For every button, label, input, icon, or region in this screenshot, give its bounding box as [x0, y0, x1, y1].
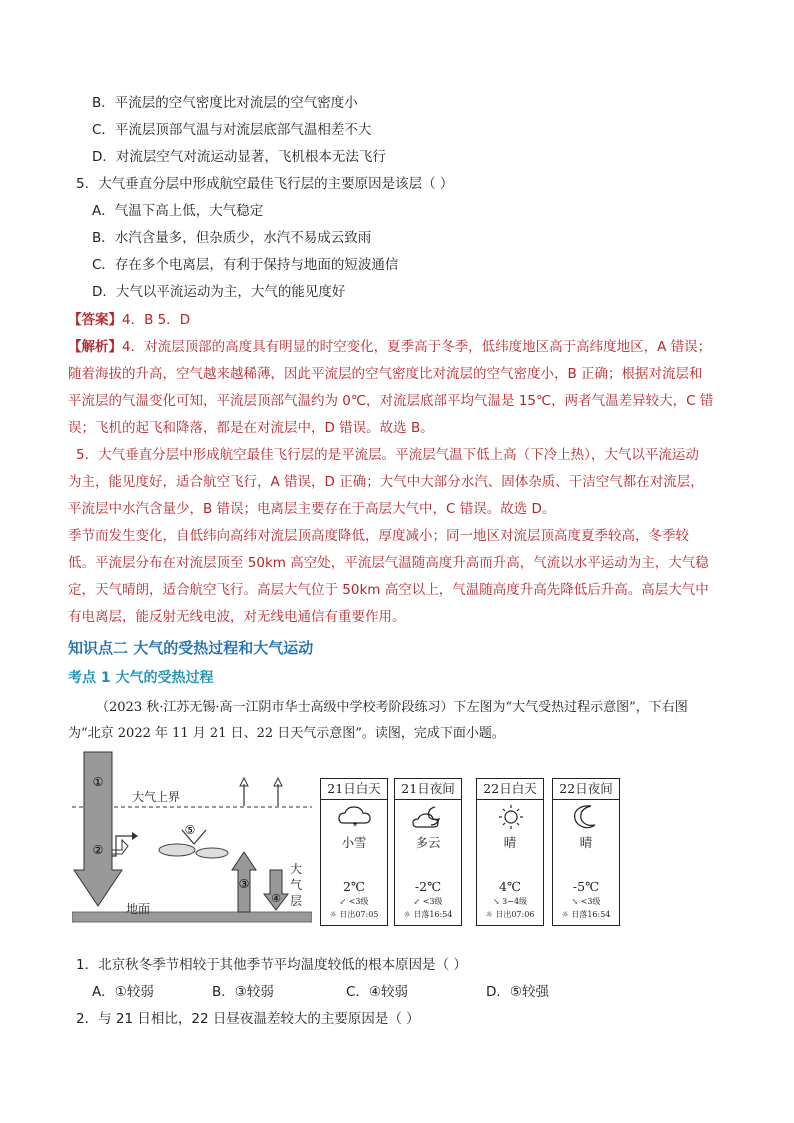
source-line-1: （2023 秋·江苏无锡·高一江阴市华士高级中学校考阶段练习）下左图为“大气受热过程示意图”，下右图	[96, 700, 688, 715]
atm-label-1: 大	[290, 862, 303, 876]
moon-icon	[553, 803, 619, 831]
card-condition: 小雪	[341, 835, 367, 850]
weather-card-22-day	[476, 778, 544, 926]
card-temp: -5℃	[572, 879, 600, 894]
heating-process-diagram	[72, 750, 312, 930]
atm-label-2: 气	[290, 878, 303, 892]
analysis-line-7: 平流层中水汽含量少，B 错误；电离层主要存在于高层大气中，C 错误。故选 D。	[68, 501, 556, 517]
card-wind: ↙ <3级	[413, 897, 443, 906]
card-wind: ↘ <3级	[571, 897, 601, 906]
card-temp: 4℃	[499, 879, 521, 894]
question-1-option-a: A．①较弱	[92, 984, 154, 1000]
atm-label-3: 层	[290, 894, 303, 908]
analysis-line-6: 为主，能见度好，适合航空飞行，A 错误，D 正确；大气中大部分水汽、固体杂质、干洁空气都在对流层，	[68, 474, 704, 490]
answer-label: 【答案】	[68, 312, 122, 328]
weather-card-21-night	[394, 778, 462, 926]
extra-line-3: 定，天气晴朗，适合航空飞行。高层大气位于 50km 高空以上，气温随高度升高先降低后升高。高层大气中	[68, 582, 709, 598]
marker-1: ①	[92, 775, 104, 789]
option-d-prev: D．对流层空气对流运动显著，飞机根本无法飞行	[92, 149, 386, 165]
card-condition: 晴	[579, 835, 593, 850]
marker-2: ②	[92, 843, 104, 857]
marker-4: ④	[271, 892, 281, 905]
card-temp: -2℃	[414, 879, 442, 894]
extra-line-1: 季节而发生变化，自低纬向高纬对流层顶高度降低，厚度减小；同一地区对流层顶高度夏季较高，冬季较	[68, 528, 689, 544]
scatter-arrow-head	[132, 832, 138, 840]
card-sun: ☼ 日出07:05	[329, 910, 379, 919]
cloud-2	[196, 848, 228, 858]
card-condition: 晴	[503, 835, 517, 850]
answer-line	[68, 310, 190, 330]
card-sun: ☼ 日落16:54	[403, 910, 453, 919]
card-wind: ↙ <3级	[339, 897, 369, 906]
question-1-option-b: B．③较弱	[212, 984, 274, 1000]
option-b-prev: B．平流层的空气密度比对流层的空气密度小	[92, 95, 358, 111]
analysis-line-4: 误；飞机的起飞和降落，都是在对流层中，D 错误。故选 B。	[68, 420, 434, 436]
scatter-arrow-1	[112, 840, 128, 854]
sun-icon	[477, 803, 543, 831]
source-line-2: 为“北京 2022 年 11 月 21 日、22 日天气示意图”。读图，完成下面小题。	[68, 726, 505, 741]
analysis-line-5: 5．大气垂直分层中形成航空最佳飞行层的是平流层。平流层气温下低上高（下冷上热），大气以平流运动	[76, 447, 699, 463]
upper-boundary-label: 大气上界	[132, 790, 181, 804]
card-header: 22日白天	[477, 779, 543, 800]
analysis-label: 【解析】	[68, 339, 122, 355]
weather-card-22-night	[552, 778, 620, 926]
snow-cloud-icon	[321, 803, 387, 831]
question-2-stem: 2．与 21 日相比，22 日昼夜温差较大的主要原因是（ ）	[76, 1011, 420, 1027]
extra-line-2: 低。平流层分布在对流层顶至 50km 高空处，平流层气温随高度升高而升高，气流以水平运动为主，大气稳	[68, 555, 709, 571]
analysis-line-2: 随着海拔的升高，空气越来越稀薄，因此平流层的空气密度比对流层的空气密度小，B 正确；根据对流层和	[68, 366, 703, 382]
marker-3: ③	[238, 877, 250, 891]
question-5-option-d: D．大气以平流运动为主，大气的能见度好	[92, 284, 346, 300]
card-wind: ↘ 3~4级	[492, 897, 528, 906]
analysis-line-3: 平流层的气温变化可知，平流层顶部气温约为 0℃，对流层底部平均气温是 15℃，两者气温差异较大，C 错	[68, 393, 714, 409]
cloud-1	[159, 844, 195, 856]
moon-cloud-icon	[395, 803, 461, 831]
weather-card-21-day	[320, 778, 388, 926]
marker-5: ⑤	[184, 823, 196, 837]
card-header: 22日夜间	[553, 779, 619, 800]
cloud-arrow-2	[194, 830, 206, 844]
question-5-option-b: B．水汽含量多，但杂质少，水汽不易成云致雨	[92, 230, 372, 246]
card-header: 21日白天	[321, 779, 387, 800]
card-sun: ☼ 日出07:06	[485, 910, 535, 919]
question-5-stem: 5．大气垂直分层中形成航空最佳飞行层的主要原因是该层（ ）	[76, 176, 454, 192]
question-1-option-d: D．⑤较强	[486, 984, 549, 1000]
extra-line-4: 有电离层，能反射无线电波，对无线电通信有重要作用。	[68, 609, 406, 625]
sub-title: 考点 1 大气的受热过程	[68, 670, 214, 686]
heating-diagram-svg	[72, 750, 312, 930]
question-1-stem: 1．北京秋冬季节相较于其他季节平均温度较低的根本原因是（ ）	[76, 957, 467, 973]
ground-rect	[72, 912, 312, 922]
question-1-option-c: C．④较弱	[346, 984, 409, 1000]
question-5-option-c: C．存在多个电离层，有利于保持与地面的短波通信	[92, 257, 399, 273]
option-c-prev: C．平流层顶部气温与对流层底部气温相差不大	[92, 122, 372, 138]
card-temp: 2℃	[343, 879, 365, 894]
question-5-option-a: A．气温下高上低，大气稳定	[92, 203, 264, 219]
answer-text: 4．B 5．D	[122, 312, 191, 328]
section-title: 知识点二 大气的受热过程和大气运动	[68, 639, 314, 657]
ground-label: 地面	[126, 902, 151, 916]
card-condition: 多云	[415, 835, 441, 850]
card-sun: ☼ 日落16:54	[561, 910, 611, 919]
analysis-line-1: 【解析】4．对流层顶部的高度具有明显的时空变化，夏季高于冬季，低纬度地区高于高纬度地区，A 错误；	[68, 339, 712, 355]
svg-text:*: *	[352, 821, 358, 831]
card-header: 21日夜间	[395, 779, 461, 800]
